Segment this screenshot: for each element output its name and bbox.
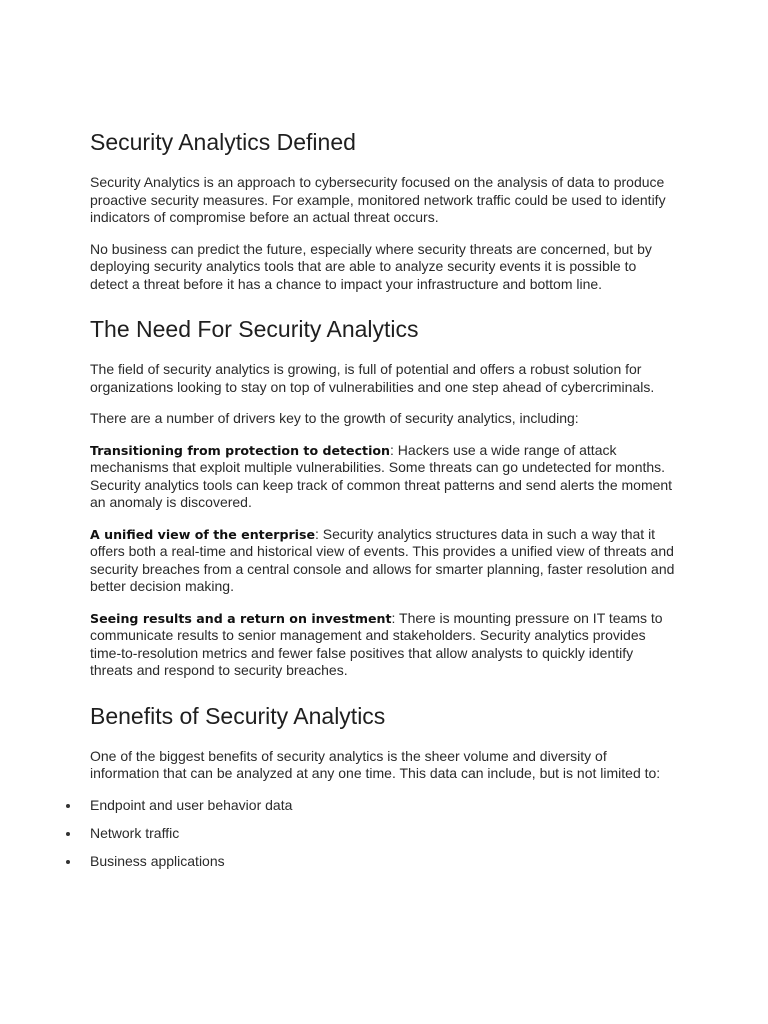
paragraph: Security Analytics is an approach to cybersecurity focused on the analysis of data to produce proactive security measures. For example, monitored network traffic could be used to identify indicators of compromise before an actual threat occurs.	[90, 174, 666, 225]
driver-lead: A unified view of the enterprise	[90, 526, 316, 542]
bullet-icon	[66, 832, 70, 836]
list-item	[90, 797, 678, 815]
list-item-text: Network traffic	[90, 824, 180, 841]
driver-text: : Hackers use a wide range of attack mechanisms that exploit multiple vulnerabilities. Some threats can go undetected for months. Security analytics tools can keep track of common threat patterns and send alerts the moment an anomaly is discovered.	[90, 441, 673, 510]
section-heading: The Need For Security Analytics	[90, 316, 419, 342]
section-benefits-of-security-analytics	[90, 702, 678, 871]
paragraph: There are a number of drivers key to the growth of security analytics, including:	[90, 410, 579, 426]
section-security-analytics-defined	[90, 128, 678, 293]
list-item-text: Business applications	[90, 852, 225, 869]
section-heading: Benefits of Security Analytics	[90, 702, 386, 729]
driver-lead: Seeing results and a return on investment	[90, 610, 392, 626]
benefits-data-list	[90, 797, 678, 871]
driver-paragraph	[90, 526, 678, 596]
driver-paragraph	[90, 442, 678, 512]
list-item	[90, 853, 678, 871]
paragraph: The field of security analytics is growing, is full of potential and offers a robust solution for organizations looking to stay on top of vulnerabilities and one step ahead of cybercriminals.	[90, 361, 655, 395]
section-heading: Security Analytics Defined	[90, 129, 356, 155]
list-item	[90, 825, 678, 843]
driver-text: : Security analytics structures data in such a way that it offers both a real-time and historical view of events. This provides a unified view of threats and security breaches from a central console and allows for smarter planning, faster resolution and better decision making.	[90, 525, 675, 594]
paragraph: No business can predict the future, especially where security threats are concerned, but by deploying security analytics tools that are able to analyze security events it is possible to detect a threat before it has a chance to impact your infrastructure and bottom line.	[90, 240, 652, 292]
driver-lead: Transitioning from protection to detection	[90, 442, 391, 458]
list-item-text: Endpoint and user behavior data	[90, 796, 293, 813]
bullet-icon	[66, 860, 70, 864]
driver-paragraph	[90, 610, 678, 680]
paragraph: One of the biggest benefits of security analytics is the sheer volume and diversity of information that can be analyzed at any one time. This data can include, but is not limited to:	[90, 747, 661, 781]
bullet-icon	[66, 804, 70, 808]
driver-text: : There is mounting pressure on IT teams to communicate results to senior management and stakeholders. Security analytics provides time-to-resolution metrics and fewer false positives that allow analysts to quickly identify threats and respond to security breaches.	[90, 609, 663, 678]
section-need-for-security-analytics	[90, 315, 678, 680]
